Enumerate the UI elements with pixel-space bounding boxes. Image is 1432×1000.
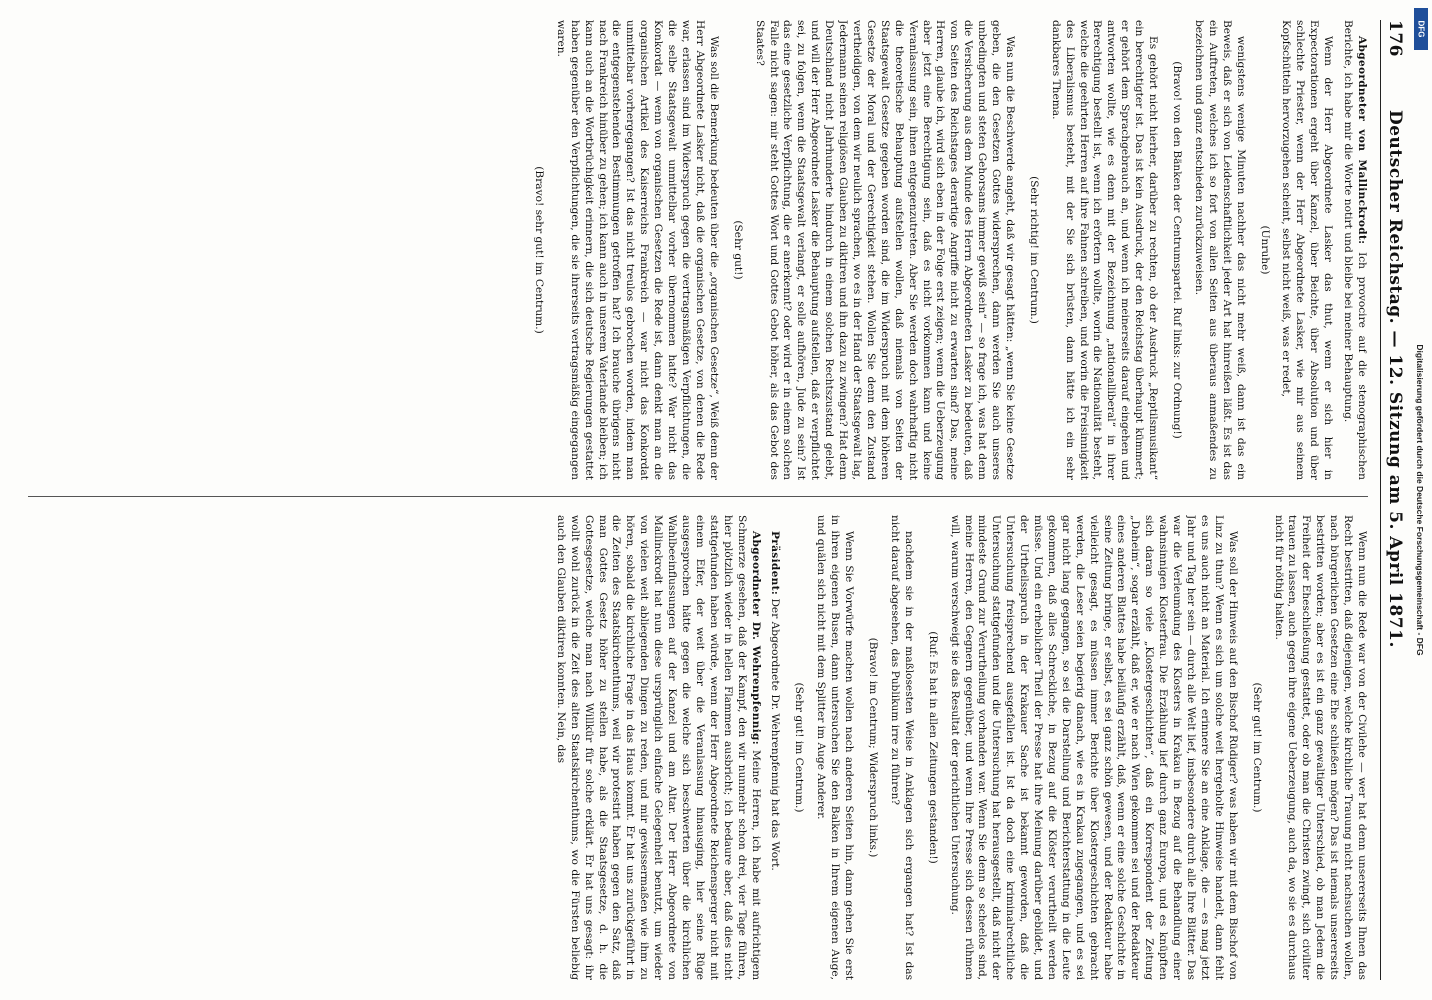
paragraph-text: Meine Herren, ich habe mit aufrichtigem Schmerze gesehen, daß der Kampf, den wir nunmehr schon drei, vier Tage führen, hier plötzlich wieder in hellen Flammen ausbricht; ich bedaure aber, daß dies nicht stattgefunden haben würde, wenn der Herr Abgeordnete Reichensperger nicht mit einem Eifer, der weit über die Veranlassung hinausging, hier seine Rüge ausgesprochen hätte gegen die welche sich beschwerten über die kirchlichen Wahlbeeinflussungen auf der Kanzel und am Altar. Der Herr Abgeordnete von Mallinckrodt hat nun diese ursprünglich einfache Gelegenheit benutzt, um wieder von vielen weit abliegenden Dingen zu reden, und mir gewissermaßen wie ihm zu hören, sobald die kirchliche Frage in das Haus kommt. Er hat uns zurückgeführt in die Zeiten des Staatskirchenthums, weil wir protestirt haben gegen den Satz, daß man Gottes Gesetz höher zu stellen habe, als die Staatsgesetze, d. h. die Gottesgesetze, welche man nach Willkür für solche erklärt. Er hat uns gesagt: ihr wollt wohl zurück in die Zeit des alten Staatskirchenthums, wo die Fürsten beliebig auch den Glauben diktiren konnten. Nein, das [554, 515, 762, 980]
interjection: (Ruf: Es hat in allen Zeitungen gestanden!) [926, 631, 939, 864]
dfg-logo [1414, 8, 1428, 50]
interjection: (Sehr gut!) [731, 220, 744, 280]
rotated-newspaper-page [16, 20, 1416, 980]
paragraph [1340, 20, 1368, 480]
speaker-name: Abgeordneter von Mallinckrodt: [1356, 36, 1368, 245]
interjection: (Bravo! im Centrum; Widerspruch links.) [867, 637, 879, 858]
digitization-note-text: Digitalisierung gefördert durch die Deutsche Forschungsgemeinschaft - DFG [1415, 344, 1425, 656]
paragraph: Es gehört nicht hierher, darüber zu rechten, ob der Ausdruck „Reptilsmusikant“ ein berechtigter ist. Das ist kein Ausdruck, der den Reichstag überhaupt kümmert; er gehört dem Sprachgebrauch an, und wenn ich meinerseits darauf eingehen und antworten wollte, wie es denn mit der Bezeichnung „nationalliberal“ in ihrer Berechtigung bestellt ist, wenn ich erörtern wollte, worin die Nationalität besteht, welche die geehrten Herren auf ihre Fahnen schreiben, und worin die Freisinnigkeit des Liberalismus besteht, mit der Sie sich brüsten, dann hätte ich ein sehr dankbares Thema. [1049, 20, 1160, 480]
paragraph: Wenn der Herr Abgeordnete Lasker das thut, wenn er sich hier in Expectorationen ergeht über Kanzel, über Beichte, über Absolution und über schlechte Priester, wenn der Herr Abgeordnete Lasker, wie mir aus seinem Kopfschütteln hervorzugehen scheint, selbst nicht weiß, was er redet, [1280, 20, 1335, 480]
left-column [23, 20, 1368, 480]
page-header [1380, 20, 1416, 980]
paragraph [553, 515, 762, 980]
right-column [23, 515, 1368, 980]
interjection: (Unruhe) [1258, 225, 1271, 275]
running-title: Deutscher Reichstag. — 12. Sitzung am 5. April 1871. [1385, 110, 1405, 648]
interjection: (Bravo! von den Bänken der Centrumspartei. Ruf links: zur Ordnung!) [1171, 61, 1184, 439]
paragraph: Was soll die Bemerkung bedeuten über die „organischen Gesetze“, Weiß denn der Herr Abgeordnete Lasker nicht, daß die organischen Gesetze, von denen die Rede war, erlassen sind im Widerspruch gegen die vertragsmäßigen Verpflichtungen, die die selbe Staatsgewalt unmittelbar vorher übernommen hatte? War nicht das Konkordat — wenn von organischen Gesetzen die Rede ist, dann denkt man an die organischen Artikel des Kaiserreichs Frankreich — war nicht das Konkordat unmittelbar vorhergegangen? Ist das nicht treulos gebrochen worden, indem man die entgegenstehenden Bestimmungen getroffen hat? Ich brauche übrigens nicht nach Frankreich hinüber zu gehen; ich kann auch in unserem Vaterlande bleiben; ich kann auch an die Wortbrüchigkeit erinnern, die sich deutsche Regierungen gestattet haben gegenüber den Verpflichtungen, die sie ihrerseits vertragsmäßig eingegangen waren. [554, 20, 720, 480]
paragraph: Was soll der Hinweis auf den Bischof Rüdiger? was haben wir mit dem Bischof von Linz zu thun? Wenn es sich um solche weit hergeholte Hinweise handelt, dann fehlt es uns auch nicht an Material. Ich erinnere Sie an eine Anklage, die — es mag jetzt Jahr und Tag her sein — durch alle Welt lief, insbesondere durch alle Ihre Blätter. Das war die Verleumdung des Klosters in Krakau in Bezug auf die Behandlung einer wahnsinnigen Klosterfrau. Die Erzählung lief durch ganz Europa, und es knüpften sich daran so viele „Klostergeschichten“, daß ein Korrespondent der Zeitung „Daheim“, sogar erzählt, daß er, wie er nach Wien gekommen sei und der Redakteur eines anderen Blattes habe beiläufig erzählt, daß, wenn er eine solche Geschichte in seine Zeitung bringe, er selbst, es sei ganz schön gewesen, und der Redakteur habe vielleicht gesagt, es müssen immer Berichte über Klostergeschichten gebracht werden, die Leser seien begierig danach, wie es in Krakau zugegangen, und es sei gar nicht lang gegangen, so sei die Darstellung und Berichterstattung in die Leute gekommen, daß alles Schreckliche, in Bezug auf die Klöster verurtheilt werden müsse. Und ein erheblicher Theil der Presse hat ihre Meinung darüber gebildet, und der Urtheilsspruch in der Krakauer Sache ist bekannt geworden, daß die Untersuchung freisprechend ausgefallen ist. Ist da doch eine kriminalrechtliche Untersuchung stattgefunden und die Untersuchung hat herausgestellt, daß nicht der mindeste Grund zur Verurtheilung vorhanden war. Wenn Sie denn so scheelos sind, meine Herren, den Gegnern gegenüber, und wenn Ihre Presse sich dessen rühmen will, warum verschweigt sie das Resultat der gerichtlichen Untersuchung. [948, 515, 1239, 980]
dfg-logo-text: DFG [1416, 20, 1426, 38]
interjection: (Sehr richtig! im Centrum.) [1027, 176, 1040, 324]
interjection: (Bravo! sehr gut! im Centrum.) [532, 166, 545, 334]
speaker-name: Präsident: [769, 531, 782, 596]
interjection: (Sehr gut! im Centrum.) [1250, 682, 1263, 813]
paragraph-text: Ich provocire auf die stenographischen Berichte, ich habe mir die Worte notirt und bleibe bei meiner Behauptung. [1342, 20, 1368, 480]
page-number: 176 [1385, 20, 1405, 57]
paragraph: Wenn Sie Vorwürfe machen wollen nach anderen Seiten hin, dann gehen Sie erst in ihren eigenen Busen, dann untersuchen Sie den Balken in Ihrem eigenen Auge, und quälen sich nicht mit dem Splitter im Auge Anderer. [815, 515, 856, 980]
paragraph: wenigstens wenige Minuten nachher das nicht mehr weiß, dann ist das ein Beweis, daß er sich von Leidenschaftlichkeit jeder Art hat hinreißen läßt. Es ist das ein Auftreten, welches ich so fort von allen Seiten aus überaus anmaßendes zu bezeichnen und ganz entschieden zurückzuweisen. [1192, 20, 1247, 480]
paragraph: nachdem sie in der maßlosesten Weise in Anklagen sich ergangen hat? Ist das nicht darauf abgesehen, das Publikum irre zu führen? [888, 515, 915, 980]
paragraph-text: Der Abgeordnete Dr. Wehrenpfennig hat das Wort. [769, 598, 782, 871]
paragraph: Wenn nun die Rede war von der Civilehe — wer hat denn unsererseits Ihnen das Recht bestritten, daß diejenigen, welche kirchliche Trauung nicht nachsuchen wollen, nach bürgerlichen Gesetzen eine Ehe schließen mögen? Das ist niemals unsererseits bestritten worden; aber es ist ein ganz gewaltiger Unterschied, ob man Jedem die Freiheit der Eheschließung gestattet, oder ob man die Christen zwingt, sich civiliter trauen zu lassen, auch gegen ihre eigene Ueberzeugung, auch da, wo sie es durchaus nicht für nöthig halten. [1272, 515, 1368, 980]
speaker-name: Abgeordneter Dr. Wehrenpfennig: [749, 531, 762, 745]
paragraph [768, 515, 782, 980]
paragraph: Was nun die Beschwerde angeht, daß wir gesagt hätten: „wenn Sie keine Gesetze geben, die den Gesetzen Gottes widersprechen, dann werden Sie auch unseres unbedingten und steten Gehorsams immer gewiß sein“ — so frage ich, was hat denn die Versicherung aus dem Munde des Herrn Abgeordneten Lasker zu bedeuten, daß von Seiten des Reichstages derartige Angriffe nicht zu erwarten sind? Das, meine Herren, glaube ich, wird sich eben in der Folge erst zeigen; wenn die Ueberzeugung aber jetzt eine Berechtigung sein, daß es nicht vorkommen kann und keine Veranlassung sein, ihnen entgegenzutreten. Aber Sie werden doch wahrhaftig nicht die theoretische Behauptung aufstellen wollen, daß niemals von Seiten der Staatsgewalt Gesetze gegeben worden sind, die im Widerspruch mit dem höheren Gesetze der Moral und der Gerechtigkeit stehen. Wollen Sie denn den Zustand vertheidigen, von dem wir neulich sprachen, wo es in der Hand der Staatsgewalt lag, Jedermann seinen religiösen Glauben zu diktiren und ihn dazu zu zwingen? Hat denn Deutschland nicht Jahrhunderte hindurch in einem solchen Rechtszustand gelebt, und will der Herr Abgeordnete Lasker die Behauptung aufstellen, daß er verpflichtet sei, zu folgen, wenn die Staatsgewalt verlangt, er solle aufhören, Jude zu sein? Ist das eine gesetzliche Verpflichtung, die er anerkennt? oder wird er in einem solchen Falle nicht sagen: mir steht Gottes Wort und Gottes Gebot höher, als das Gebot des Staates? [753, 20, 1016, 480]
column-rule [28, 496, 1368, 497]
interjection: (Sehr gut! im Centrum.) [793, 682, 806, 813]
